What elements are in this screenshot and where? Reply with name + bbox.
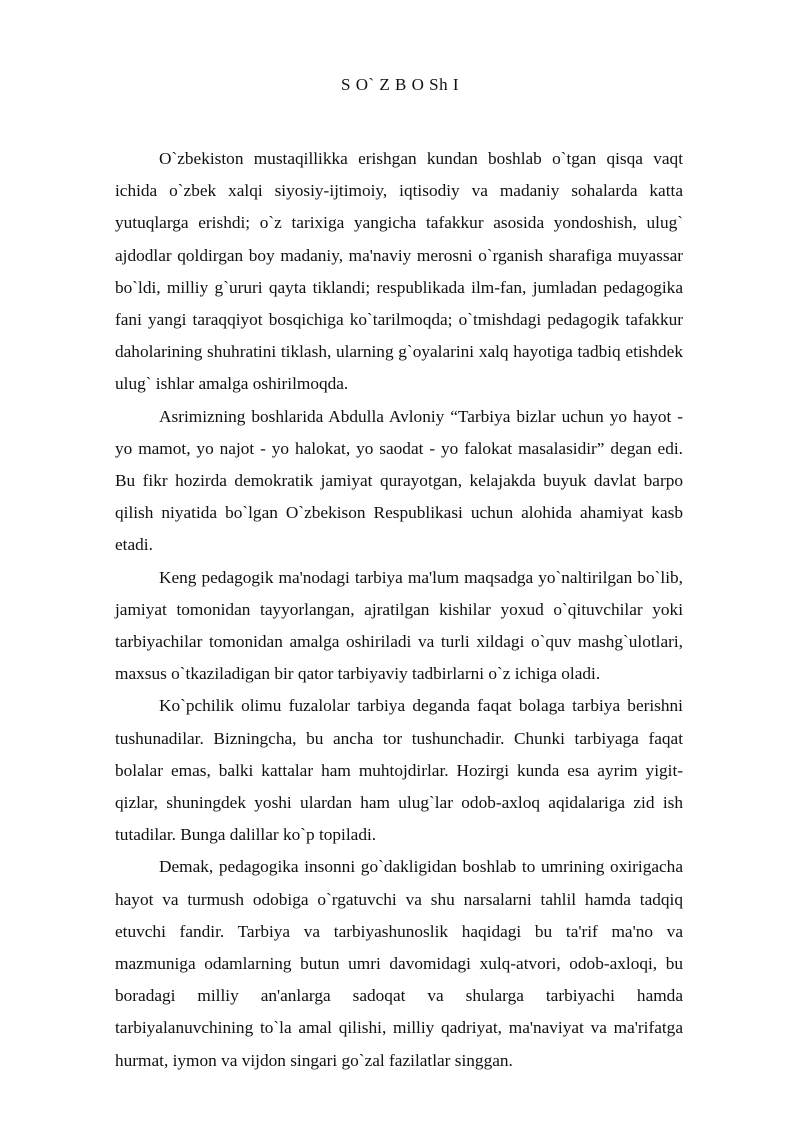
document-body — [115, 143, 683, 1077]
paragraph-5: Demak, pedagogika insonni go`dakligidan boshlab to umrining oxirigacha hayot va turmush odobiga o`rgatuvchi va shu narsalarni tahlil hamda tadqiq etuvchi fandir. Tarbiya va tarbiyashunoslik haqidagi bu ta'rif ma'no va mazmuniga odamlarning butun umri davomidagi xulq-atvori, odob-axloqi, bu boradagi milliy an'anlarga sadoqat va shularga tarbiyachi hamda tarbiyalanuvchining to`la amal qilishi, milliy qadriyat, ma'naviyat va ma'rifatga hurmat, iymon va vijdon singari go`zal fazilatlar singgan. — [115, 857, 683, 1070]
paragraph-1: O`zbekiston mustaqillikka erishgan kundan boshlab o`tgan qisqa vaqt ichida o`zbek xalqi siyosiy-ijtimoiy, iqtisodiy va madaniy sohalarda katta yutuqlarga erishdi; o`z tarixiga yangicha tafakkur asosida yondoshish, ulug` ajdodlar qoldirgan boy madaniy, ma'naviy merosni o`rganish sharafiga muyassar bo`ldi, milliy g`ururi qayta tiklandi; respublikada ilm-fan, jumladan pedagogika fani yangi taraqqiyot bosqichiga ko`tarilmoqda; o`tmishdagi pedagogik tafakkur daholarining shuhratini tiklash, ularning g`oyalarini xalq hayotiga tadbiq etishdek ulug` ishlar amalga oshirilmoqda. — [115, 149, 683, 394]
paragraph-4: Ko`pchilik olimu fuzalolar tarbiya deganda faqat bolaga tarbiya berishni tushunadilar. Bizningcha, bu ancha tor tushunchadir. Chunki tarbiyaga faqat bolalar emas, balki kattalar ham muhtojdirlar. Hozirgi kunda esa ayrim yigit-qizlar, shuningdek yoshi ulardan ham ulug`lar odob-axloq aqidalariga zid ish tutadilar. Bunga dalillar ko`p topiladi. — [115, 696, 683, 845]
page-title: S O` Z B O Sh I — [340, 75, 459, 94]
paragraph-3: Keng pedagogik ma'nodagi tarbiya ma'lum maqsadga yo`naltirilgan bo`lib, jamiyat tomonidan tayyorlangan, ajratilgan kishilar yoxud o`qituvchilar yoki tarbiyachilar tomonidan amalga oshiriladi va turli xildagi o`quv mashg`ulotlari, maxsus o`tkaziladigan bir qator tarbiyaviy tadbirlarni o`z ichiga oladi. — [115, 567, 683, 684]
paragraph-2: Asrimizning boshlarida Abdulla Avloniy “Tarbiya bizlar uchun yo hayot - yo mamot, yo najot - yo halokat, yo saodat - yo falokat masalasidir” degan edi. Bu fikr hozirda demokratik jamiyat qurayotgan, kelajakda buyuk davlat barpo qilish niyatida bo`lgan O`zbekison Respublikasi uchun alohida ahamiyat kasb etadi. — [115, 406, 683, 555]
